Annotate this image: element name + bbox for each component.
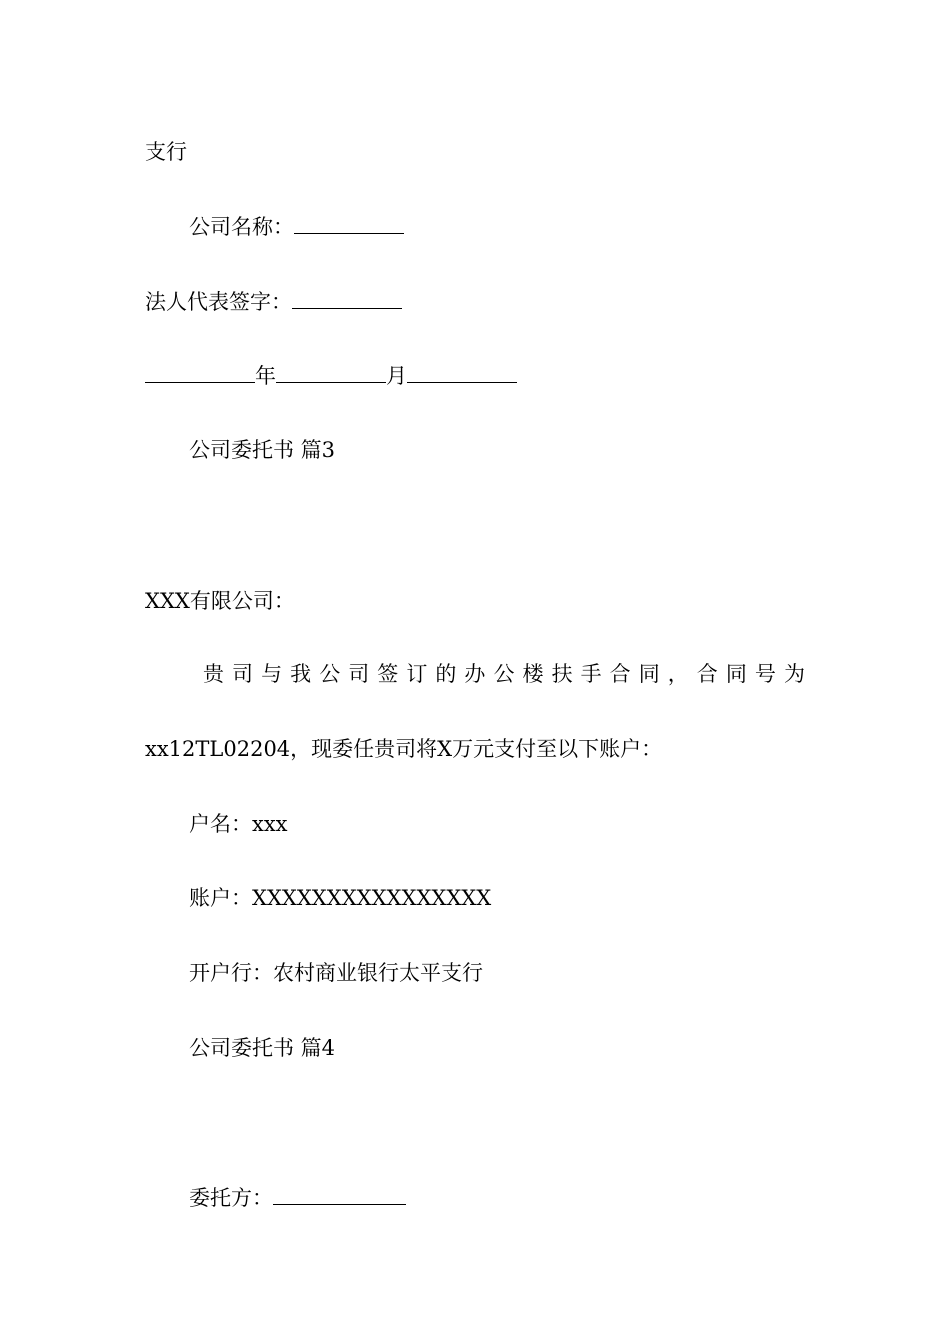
paragraph-char: 我 — [290, 662, 312, 686]
paragraph-line-1 — [203, 660, 805, 688]
paragraph-char: 公 — [493, 662, 515, 686]
section-title-3: 公司委托书 篇3 — [189, 438, 336, 462]
bank-name: 开户行：农村商业银行太平支行 — [189, 961, 483, 985]
company-name-blank — [294, 213, 404, 234]
paragraph-char: 与 — [261, 662, 283, 686]
section-title-4: 公司委托书 篇4 — [189, 1036, 336, 1060]
paragraph-char: 贵 — [203, 662, 224, 686]
paragraph-line-2: xx12TL02204，现委任贵司将X万元支付至以下账户： — [145, 737, 663, 761]
year-blank — [145, 362, 255, 383]
principal-blank — [273, 1184, 406, 1205]
paragraph-char: 号 — [754, 662, 776, 686]
company-name-row — [189, 213, 404, 241]
paragraph-char: 为 — [783, 662, 805, 686]
paragraph-char: ， — [667, 662, 689, 686]
paragraph-char: 同 — [638, 662, 660, 686]
legal-rep-blank — [292, 288, 402, 309]
paragraph-char: 楼 — [522, 662, 544, 686]
legal-rep-row — [145, 288, 402, 316]
paragraph-char: 订 — [406, 662, 428, 686]
paragraph-char: 合 — [609, 662, 631, 686]
paragraph-char: 公 — [319, 662, 341, 686]
account-number: 账户：XXXXXXXXXXXXXXXX — [189, 886, 492, 910]
date-row — [145, 362, 517, 390]
principal-row — [189, 1184, 406, 1212]
branch-text: 支行 — [145, 140, 187, 164]
paragraph-char: 办 — [464, 662, 486, 686]
paragraph-char: 司 — [232, 662, 254, 686]
addressee: XXX有限公司： — [145, 589, 295, 613]
day-blank — [407, 362, 517, 383]
paragraph-char: 的 — [435, 662, 457, 686]
paragraph-char: 手 — [580, 662, 602, 686]
paragraph-char: 同 — [725, 662, 747, 686]
paragraph-char: 合 — [696, 662, 718, 686]
account-name: 户名：xxx — [189, 812, 288, 836]
month-label: 月 — [386, 364, 407, 388]
paragraph-char: 司 — [348, 662, 370, 686]
year-label: 年 — [255, 364, 276, 388]
paragraph-char: 签 — [377, 662, 399, 686]
legal-rep-label: 法人代表签字： — [145, 290, 292, 314]
month-blank — [276, 362, 386, 383]
company-name-label: 公司名称： — [189, 215, 294, 239]
principal-label: 委托方： — [189, 1186, 273, 1210]
paragraph-char: 扶 — [551, 662, 573, 686]
